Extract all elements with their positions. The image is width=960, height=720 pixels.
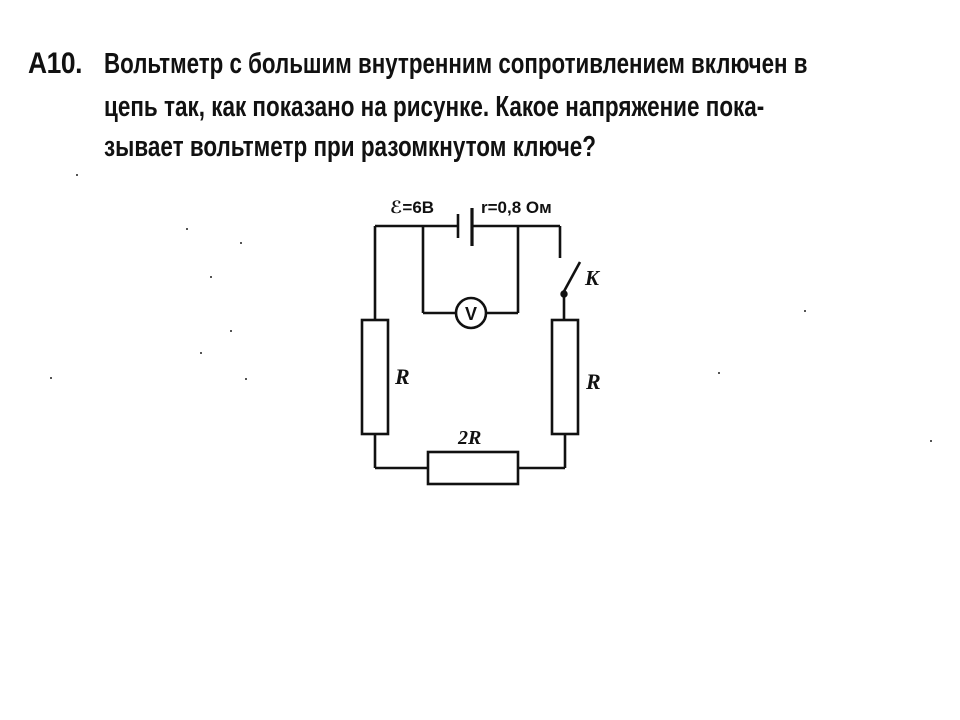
question-line-1: Вольтметр с большим внутренним сопротивлением включен в	[104, 48, 808, 80]
scan-speck	[76, 174, 78, 176]
right-resistor-label: R	[586, 369, 601, 394]
scan-speck	[210, 276, 212, 278]
key-label: K	[585, 266, 600, 290]
bottom-resistor	[428, 452, 518, 484]
scan-speck	[50, 377, 52, 379]
voltmeter-symbol: V	[464, 304, 478, 324]
question-line-2: цепь так, как показано на рисунке. Какое напряжение пока-	[104, 91, 765, 123]
scan-speck	[245, 378, 247, 380]
scan-speck	[200, 352, 202, 354]
right-resistor	[552, 320, 578, 434]
scan-speck	[230, 330, 232, 332]
emf-label: ℰ=6В	[390, 198, 435, 217]
scan-speck	[930, 440, 932, 442]
scan-speck	[186, 228, 188, 230]
internal-resistance-label: r=0,8 Ом	[481, 198, 552, 217]
key-blade	[562, 262, 580, 295]
question-line-3: зывает вольтметр при разомкнутом ключе?	[104, 131, 597, 163]
bottom-resistor-label: 2R	[458, 427, 482, 449]
scan-speck	[240, 242, 242, 244]
problem-number: A10.	[28, 47, 83, 80]
scan-speck	[804, 310, 806, 312]
circuit-diagram	[340, 188, 620, 498]
left-resistor-label: R	[395, 364, 410, 389]
scan-speck	[718, 372, 720, 374]
left-resistor	[362, 320, 388, 434]
